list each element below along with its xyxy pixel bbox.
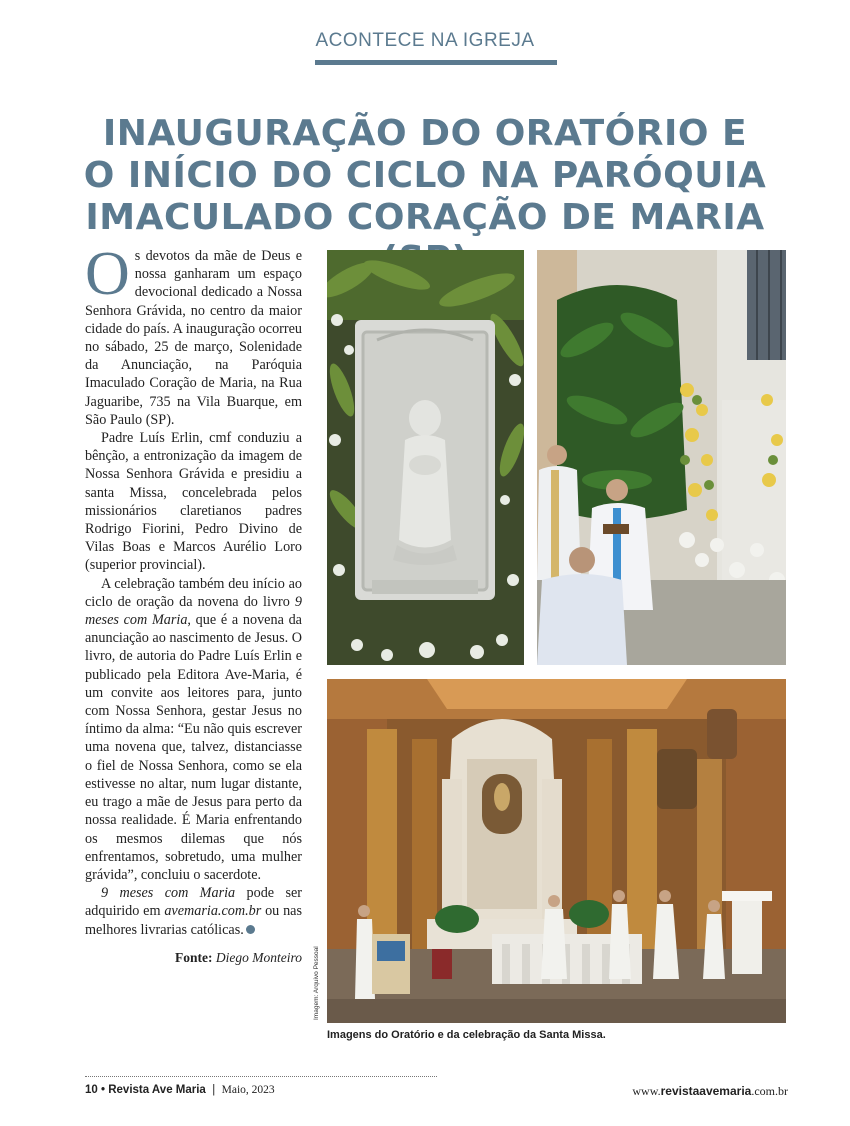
photo-caption: Imagens do Oratório e da celebração da Santa Missa. <box>327 1029 606 1041</box>
footer-bullet: • <box>101 1084 106 1096</box>
page-number: 10 <box>85 1084 98 1096</box>
paragraph-2: Padre Luís Erlin, cmf conduziu a bênção, a entronização da imagem de Nossa Senhora Grávida e presidiu a santa Missa, concelebrada pelos missionários claretianos padres Rodrigo Fiorini, Pedro Divino de Vilas Boas e Marcos Aurélio Loro (superior provincial). <box>85 430 302 574</box>
paragraph-1-text: s devotos da mãe de Deus e nossa ganharam um espaço devocional dedicado a Nossa Senhora Grávida, no centro da maior cidade do país. A inauguração ocorreu no sábado, 25 de março, Solenidade da Anunciação, na Paróquia Imaculado Coração de Maria, na Rua Jaguaribe, 735 na Vila Buarque, em São Paulo (SP). <box>85 248 302 428</box>
oratory-photo <box>327 250 524 665</box>
footer-rule <box>85 1076 437 1077</box>
issue-date: Maio, 2023 <box>221 1084 275 1096</box>
paragraph-3-text-a: A celebração também deu início ao ciclo de oração da novena do livro <box>85 575 302 610</box>
source-label: Fonte: <box>175 949 213 965</box>
section-label: ACONTECE NA IGREJA <box>315 30 535 51</box>
church-interior-image-icon <box>327 679 786 1023</box>
url-domain: revistaavemaria <box>660 1084 752 1098</box>
source-line <box>85 949 302 967</box>
drop-cap: O <box>85 240 130 308</box>
paragraph-4-text-b: ou nas melhores livrarias católicas. <box>85 903 302 938</box>
church-interior-photo <box>327 679 786 1023</box>
blessing-photo <box>537 250 786 665</box>
footer-left: 10 • Revista Ave Maria | Maio, 2023 <box>85 1084 275 1096</box>
paragraph-1 <box>85 240 302 429</box>
site-link[interactable]: avemaria.com.br <box>164 903 262 920</box>
oratory-image-icon <box>327 250 524 665</box>
paragraph-4-text-a: pode ser adquirido em <box>85 885 302 920</box>
book-title: 9 meses com Maria <box>85 593 302 629</box>
title-line-3: IMACULADO CORAÇÃO DE MARIA <box>85 197 765 238</box>
paragraph-3-text-b: , que é a novena da anunciação ao nascimento de Jesus. O livro, de autoria do Padre Luís Erlin e publicado pela Editora Ave-Maria, é um convite aos leitores para, junto com Nossa Senhora, gestar Jesus no íntimo da alma: “Eu não quis escrever uma novena que, talvez, distanciasse o fiel de Nossa Senhora, como se ela estivesse no altar, num lugar distante, eu trago a mãe de Jesus para perto da nossa realidade. É Maria enfrentando os mesmos dilemas que nós enfrentamos, sobretudo, uma mulher grávida”, concluiu o sacerdote. <box>85 612 302 883</box>
article-body <box>85 240 302 967</box>
blessing-image-icon <box>537 250 786 665</box>
section-rule <box>315 60 557 65</box>
source-name: Diego Monteiro <box>215 949 302 965</box>
photo-credit: Imagem: Arquivo Pessoal <box>313 946 320 1020</box>
end-mark-icon <box>246 925 255 934</box>
footer-url[interactable] <box>632 1084 788 1099</box>
url-prefix: www. <box>632 1084 661 1098</box>
title-line-1: INAUGURAÇÃO DO ORATÓRIO E <box>102 113 748 154</box>
book-title-2: 9 meses com Maria <box>101 885 236 902</box>
title-line-2: O INÍCIO DO CICLO NA PARÓQUIA <box>83 155 767 196</box>
paragraph-3 <box>85 575 302 884</box>
paragraph-4 <box>85 884 302 939</box>
magazine-name: Revista Ave Maria <box>108 1084 206 1096</box>
url-suffix: .com.br <box>751 1084 788 1098</box>
